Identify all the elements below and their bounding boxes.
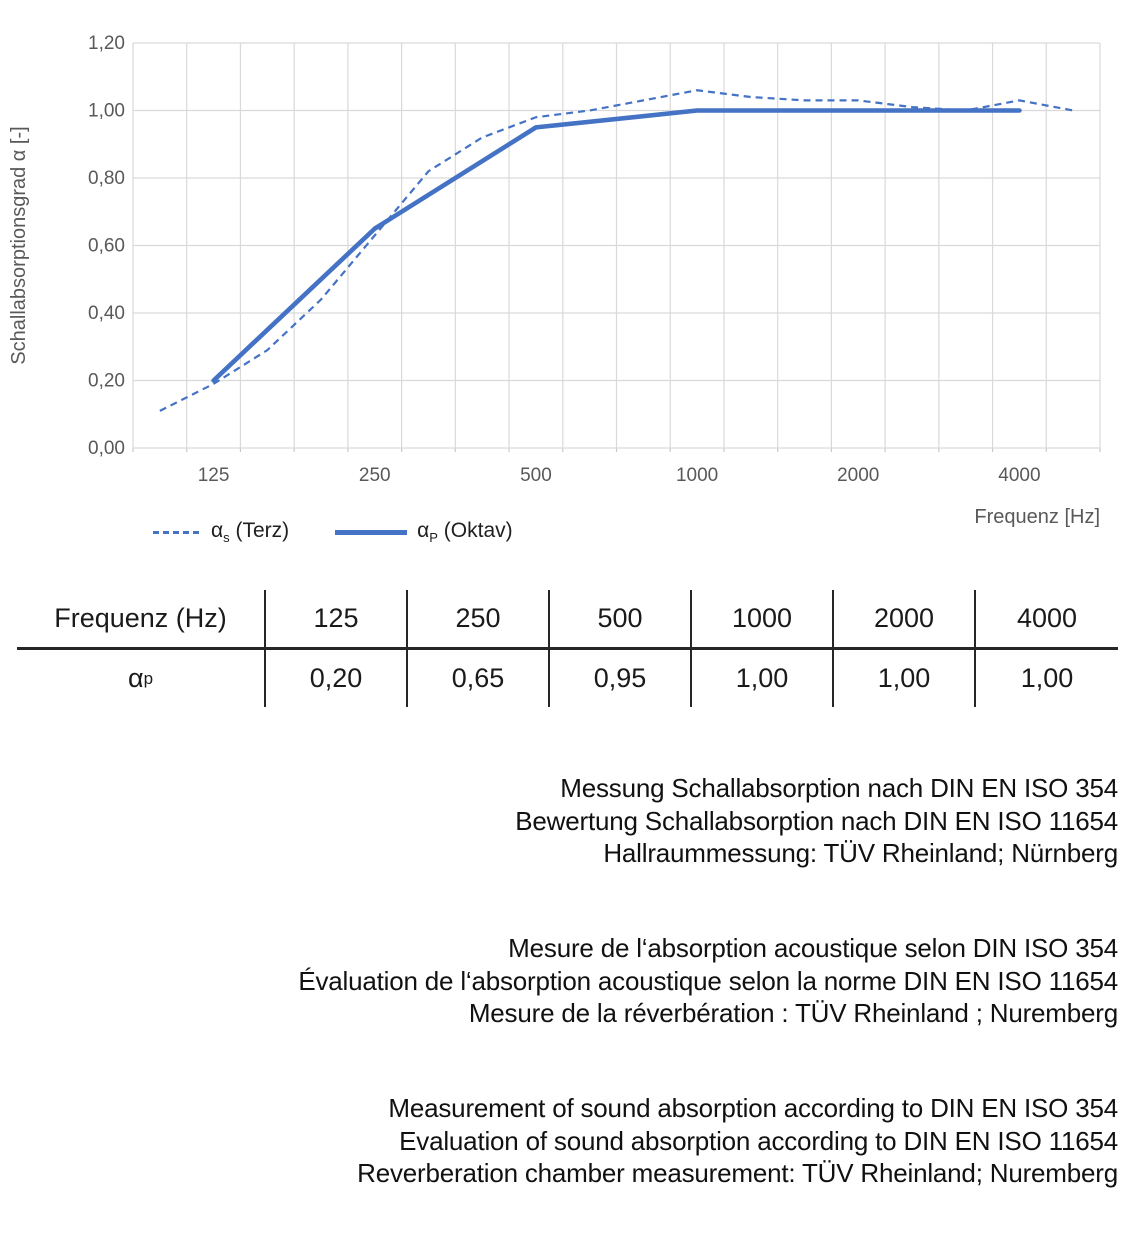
- note-line: Mesure de l‘absorption acoustique selon DIN ISO 354: [508, 933, 1118, 963]
- table-header-value: 1000: [692, 590, 834, 650]
- table-header-value: 125: [266, 590, 408, 650]
- table-cell-alpha-value: 0,20: [266, 650, 408, 707]
- x-axis-tick-label: 250: [358, 465, 391, 486]
- y-axis-tick-label: 0,60: [88, 235, 125, 257]
- absorption-chart-svg: [0, 0, 1135, 565]
- y-axis-tick-label: 0,00: [88, 438, 125, 459]
- note-line: Évaluation de l‘absorption acoustique selon la norme DIN EN ISO 11654: [298, 965, 1118, 996]
- legend-label: $\alpha_s$ (Terz): [211, 519, 290, 546]
- table-header-frequency: Frequenz (Hz): [17, 590, 266, 650]
- table-cell-alpha-value: 1,00: [692, 650, 834, 707]
- note-line: Bewertung Schallabsorption nach DIN EN ISO 11654: [515, 805, 1118, 836]
- table-cell-alpha-value: 0,65: [408, 650, 550, 707]
- legend-item-oktav: [335, 519, 512, 545]
- y-axis-tick-label: 1,00: [88, 100, 125, 122]
- note-line: Mesure de la réverbération : TÜV Rheinland ; Nuremberg: [468, 998, 1118, 1028]
- legend-item-terz: [153, 519, 289, 545]
- note-line: Measurement of sound absorption according to DIN EN ISO 354: [388, 1093, 1118, 1123]
- table-header-value: 2000: [834, 590, 976, 650]
- notes-english: [357, 1092, 1118, 1190]
- table-header-value: 4000: [976, 590, 1118, 650]
- x-axis-tick-label: 1000: [675, 465, 719, 486]
- x-axis-tick-label: 4000: [998, 465, 1041, 486]
- table-header-value: 500: [550, 590, 692, 650]
- note-line: Hallraummessung: TÜV Rheinland; Nürnberg: [603, 838, 1118, 868]
- note-line: Messung Schallabsorption nach DIN EN ISO 354: [560, 773, 1118, 803]
- x-axis-title: Frequenz [Hz]: [974, 506, 1100, 528]
- notes-german: [515, 772, 1118, 870]
- y-axis-tick-label: 0,80: [88, 168, 125, 189]
- x-axis-tick-label: 500: [520, 465, 552, 486]
- absorption-table: [17, 590, 1118, 707]
- table-cell-alpha-value: 1,00: [834, 650, 976, 707]
- note-line: Evaluation of sound absorption according to DIN EN ISO 11654: [399, 1125, 1118, 1156]
- dashed-line-sample-icon: [153, 531, 201, 534]
- table-header-value: 250: [408, 590, 550, 650]
- legend-label: $\alpha_P$ (Oktav): [417, 519, 513, 546]
- chart-legend: [153, 519, 513, 545]
- x-axis-tick-label: 2000: [837, 465, 880, 486]
- y-axis-tick-label: 1,20: [88, 33, 125, 54]
- x-axis-tick-label: 125: [197, 465, 230, 486]
- table-cell-alpha-value: 0,95: [550, 650, 692, 707]
- note-line: Reverberation chamber measurement: TÜV Rheinland; Nuremberg: [357, 1158, 1118, 1188]
- table-cell-alpha-value: 1,00: [1020, 663, 1074, 693]
- y-axis-tick-label: 0,20: [88, 370, 125, 392]
- notes-french: [298, 932, 1118, 1030]
- y-axis-title: Schallabsorptionsgrad α [-]: [8, 126, 30, 365]
- solid-line-sample-icon: [335, 530, 407, 535]
- table-row-label-alpha-p: α p: [17, 650, 266, 707]
- y-axis-tick-label: 0,40: [88, 303, 125, 324]
- absorption-chart: [0, 0, 1135, 565]
